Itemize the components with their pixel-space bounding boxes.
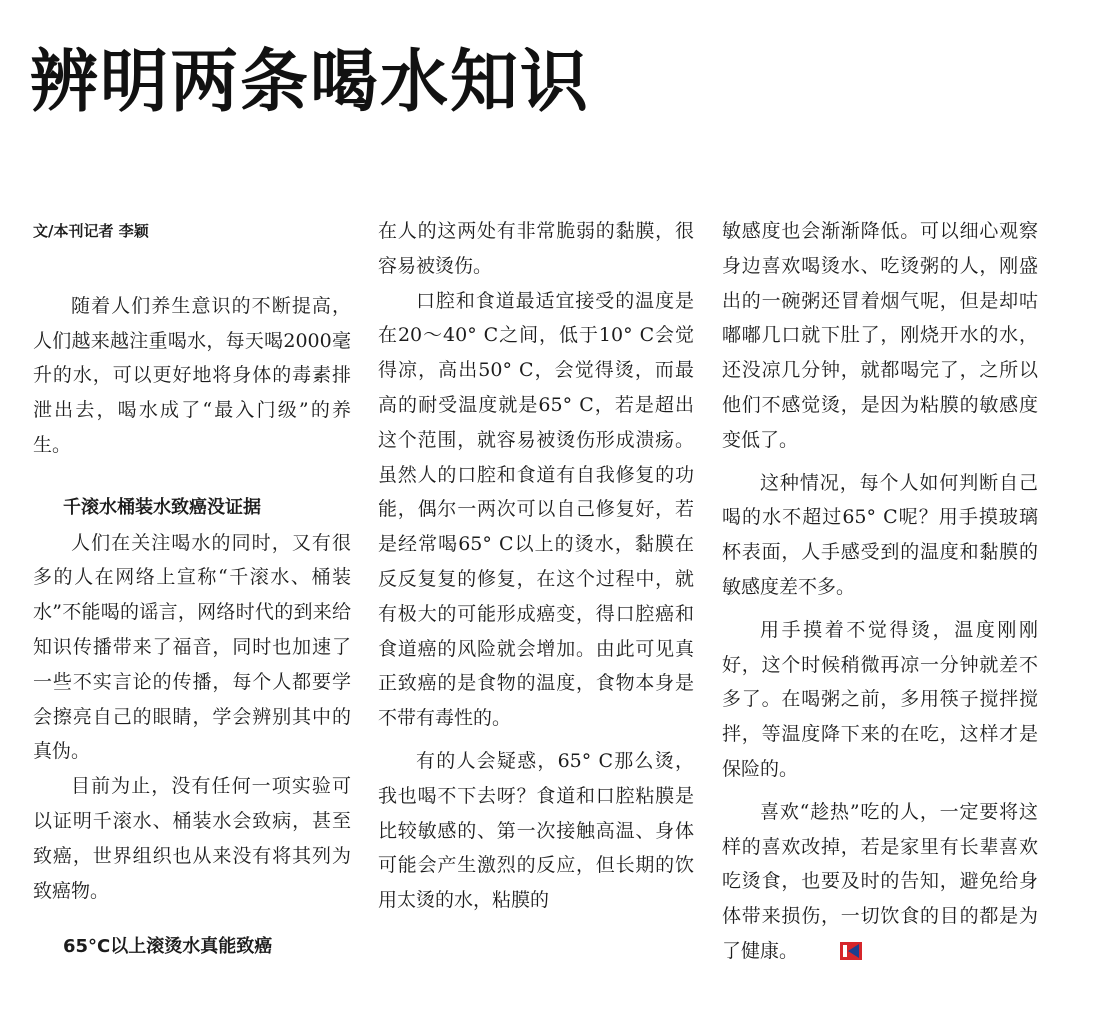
paragraph-text: 喜欢“趁热”吃的人，一定要将这样的喜欢改掉，若是家里有长辈喜欢吃烫食，也要及时的告知，避免给身体带来损伤，一切饮食的目的都是为了健康。 bbox=[722, 800, 1038, 962]
paragraph: 人们在关注喝水的同时，又有很多的人在网络上宣称“千滚水、桶装水”不能喝的谣言，网络时代的到来给知识传播带来了福音，同时也加速了一些不实言论的传播，每个人都要学会擦亮自己的眼睛，学会辨别其中的真伪。 bbox=[33, 531, 351, 763]
paragraph: 口腔和食道最适宜接受的温度是在20～40° C之间，低于10° C会觉得凉，高出50° C，会觉得烫，而最高的耐受温度就是65° C，若是超出这个范围，就容易被烫伤形成溃疡。虽然人的口腔和食道有自我修复的功能，偶尔一两次可以自己修复好，若是经常喝65° C以上的烫水，黏膜在反反复复的修复，在这个过程中，就有极大的可能形成癌变，得口腔癌和食道癌的风险就会增加。由此可见真正致癌的是食物的温度，食物本身是不带有毒性的。 bbox=[378, 289, 694, 730]
section-heading: 千滚水桶装水致癌没证据 bbox=[63, 496, 261, 518]
final-paragraph bbox=[722, 795, 1038, 969]
paragraph: 这种情况，每个人如何判断自己喝的水不超过65° C呢？用手摸玻璃杯表面，人手感受到的温度和黏膜的敏感度差不多。 bbox=[722, 471, 1038, 598]
column-3 bbox=[722, 214, 1038, 969]
paragraph: 敏感度也会渐渐降低。可以细心观察身边喜欢喝烫水、吃烫粥的人，刚盛出的一碗粥还冒着烟气呢，但是却咕嘟嘟几口就下肚了，刚烧开水的水，还没凉几分钟，就都喝完了，之所以他们不感觉烫，是因为粘膜的敏感度变低了。 bbox=[722, 220, 1038, 451]
paragraph: 用手摸着不觉得烫，温度刚刚好，这个时候稍微再凉一分钟就差不多了。在喝粥之前，多用筷子搅拌搅拌，等温度降下来的在吃，这样才是保险的。 bbox=[722, 618, 1038, 780]
byline: 文/本刊记者 李颖 bbox=[33, 222, 149, 240]
column-1 bbox=[33, 214, 351, 965]
paragraph: 在人的这两处有非常脆弱的黏膜，很容易被烫伤。 bbox=[378, 220, 694, 277]
article-title: 辨明两条喝水知识 bbox=[30, 42, 591, 122]
column-2 bbox=[378, 214, 694, 918]
paragraph: 随着人们养生意识的不断提高，人们越来越注重喝水，每天喝2000毫升的水，可以更好地将身体的毒素排泄出去，喝水成了“最入门级”的养生。 bbox=[33, 294, 351, 456]
section-heading: 65°C以上滚烫水真能致癌 bbox=[63, 936, 273, 958]
paragraph: 目前为止，没有任何一项实验可以证明千滚水、桶装水会致病，甚至致癌，世界组织也从来没有将其列为致癌物。 bbox=[33, 775, 351, 902]
paragraph: 有的人会疑惑，65° C那么烫，我也喝不下去呀？食道和口腔粘膜是比较敏感的、第一次接触高温、身体可能会产生激烈的反应，但长期的饮用太烫的水，粘膜的 bbox=[378, 749, 694, 912]
end-of-article-mark-icon bbox=[802, 937, 824, 955]
